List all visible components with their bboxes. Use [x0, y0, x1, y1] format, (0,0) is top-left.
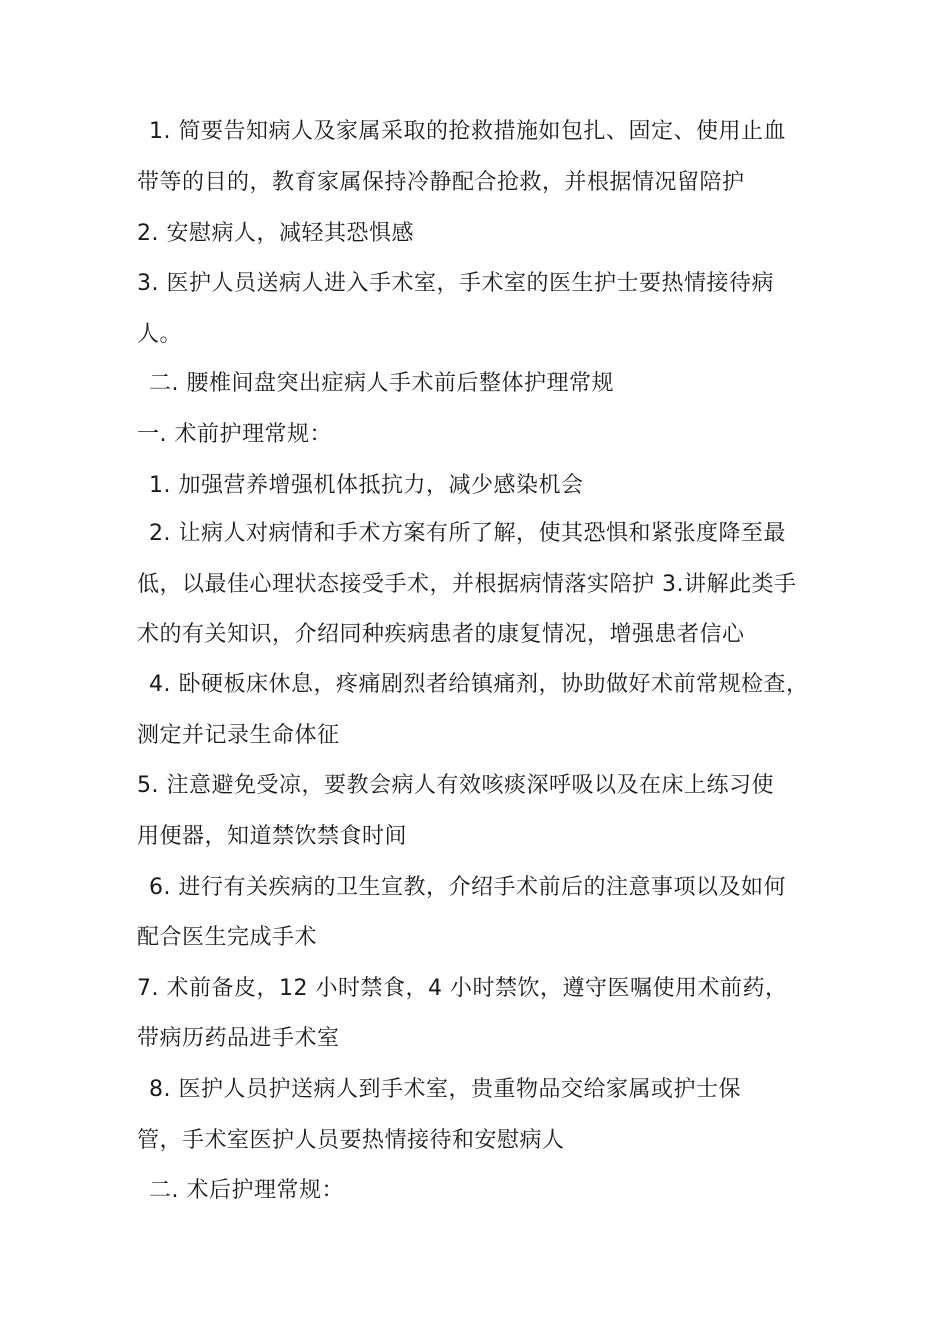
- text-line: 1. 加强营养增强机体抵抗力，减少感染机会: [149, 473, 584, 498]
- text-line: 带病历药品进手术室: [137, 1026, 340, 1051]
- section-heading: 二. 术后护理常规：: [149, 1178, 344, 1203]
- text-line: 用便器，知道禁饮禁食时间: [137, 824, 408, 849]
- section-heading: 二. 腰椎间盘突出症病人手术前后整体护理常规: [149, 371, 614, 396]
- text-line: 7. 术前备皮，12 小时禁食，4 小时禁饮，遵守医嘱使用术前药，: [137, 976, 788, 1001]
- text-line: 2. 安慰病人，减轻其恐惧感: [137, 221, 414, 246]
- text-line: 术的有关知识，介绍同种疾病患者的康复情况，增强患者信心: [137, 622, 745, 647]
- text-line: 人。: [137, 322, 183, 347]
- text-line: 6. 进行有关疾病的卫生宣教，介绍手术前后的注意事项以及如何: [149, 875, 786, 900]
- section-heading: 一. 术前护理常规：: [137, 422, 332, 447]
- text-line: 4. 卧硬板床休息，疼痛剧烈者给镇痛剂，协助做好术前常规检查，: [149, 672, 809, 697]
- text-line: 带等的目的，教育家属保持冷静配合抢救，并根据情况留陪护: [137, 170, 745, 195]
- text-line: 2. 让病人对病情和手术方案有所了解，使其恐惧和紧张度降至最: [149, 521, 786, 546]
- text-line: 测定并记录生命体征: [137, 723, 340, 748]
- text-line: 8. 医护人员护送病人到手术室，贵重物品交给家属或护士保: [149, 1077, 741, 1102]
- text-line: 1. 简要告知病人及家属采取的抢救措施如包扎、固定、使用止血: [149, 119, 786, 144]
- text-line: 3. 医护人员送病人进入手术室，手术室的医生护士要热情接待病: [137, 271, 774, 296]
- text-line: 5. 注意避免受凉，要教会病人有效咳痰深呼吸以及在床上练习使: [137, 773, 774, 798]
- text-line: 配合医生完成手术: [137, 925, 318, 950]
- text-line: 管，手术室医护人员要热情接待和安慰病人: [137, 1128, 565, 1153]
- text-line: 低，以最佳心理状态接受手术，并根据病情落实陪护 3.讲解此类手: [137, 572, 797, 597]
